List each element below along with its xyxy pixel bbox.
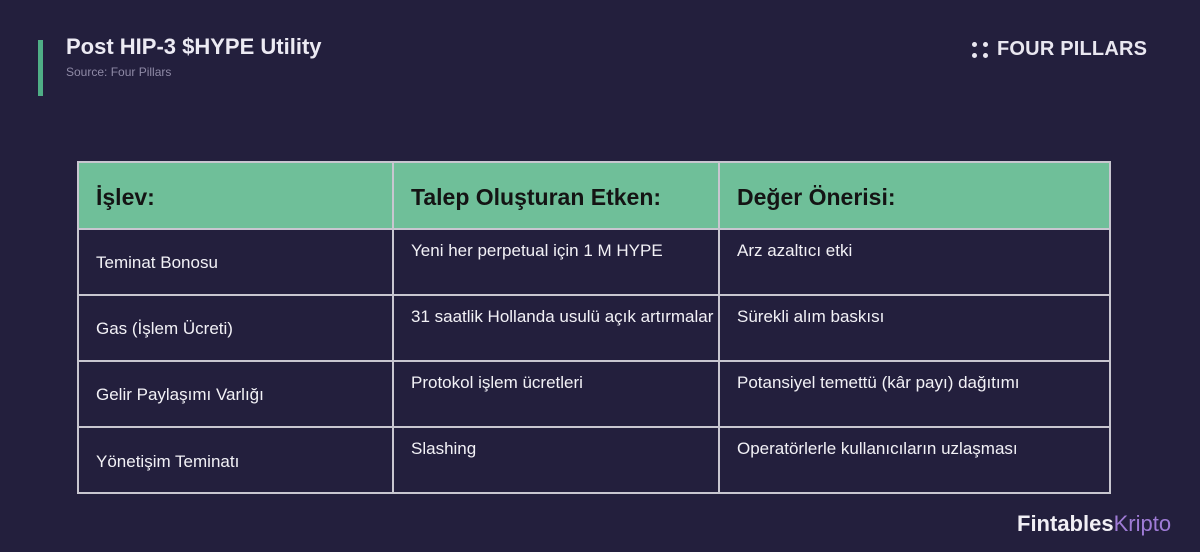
source-note: Source: Four Pillars [66, 65, 172, 79]
table-cell: Arz azaltıcı etki [720, 230, 1109, 296]
table-cell: Yeni her perpetual için 1 M HYPE [394, 230, 720, 296]
title-accent-bar [38, 40, 43, 96]
utility-table [77, 161, 1111, 494]
brand-name: FOUR PILLARS [997, 38, 1148, 60]
table-cell: 31 saatlik Hollanda usulü açık artırmalar [394, 296, 720, 362]
watermark-part-1: Fintables [1017, 511, 1114, 536]
column-header-function: İşlev: [79, 163, 394, 230]
table-cell: Sürekli alım baskısı [720, 296, 1109, 362]
table-cell: Gelir Paylaşımı Varlığı [79, 362, 394, 428]
brand-logo [972, 38, 1147, 61]
table-cell: Yönetişim Teminatı [79, 428, 394, 494]
watermark-part-2: Kripto [1113, 511, 1172, 536]
table-cell: Teminat Bonosu [79, 230, 394, 296]
page-title: Post HIP-3 $HYPE Utility [66, 34, 322, 59]
column-header-demand-driver: Talep Oluşturan Etken: [394, 163, 720, 230]
watermark [1017, 511, 1171, 537]
table-cell: Slashing [394, 428, 720, 494]
table-cell: Potansiyel temettü (kâr payı) dağıtımı [720, 362, 1109, 428]
table-cell: Gas (İşlem Ücreti) [79, 296, 394, 362]
table-cell: Operatörlerle kullanıcıların uzlaşması [737, 439, 1018, 458]
four-dots-icon [972, 42, 988, 58]
table-cell: Protokol işlem ücretleri [394, 362, 720, 428]
column-header-value-proposition: Değer Önerisi: [720, 163, 1109, 230]
